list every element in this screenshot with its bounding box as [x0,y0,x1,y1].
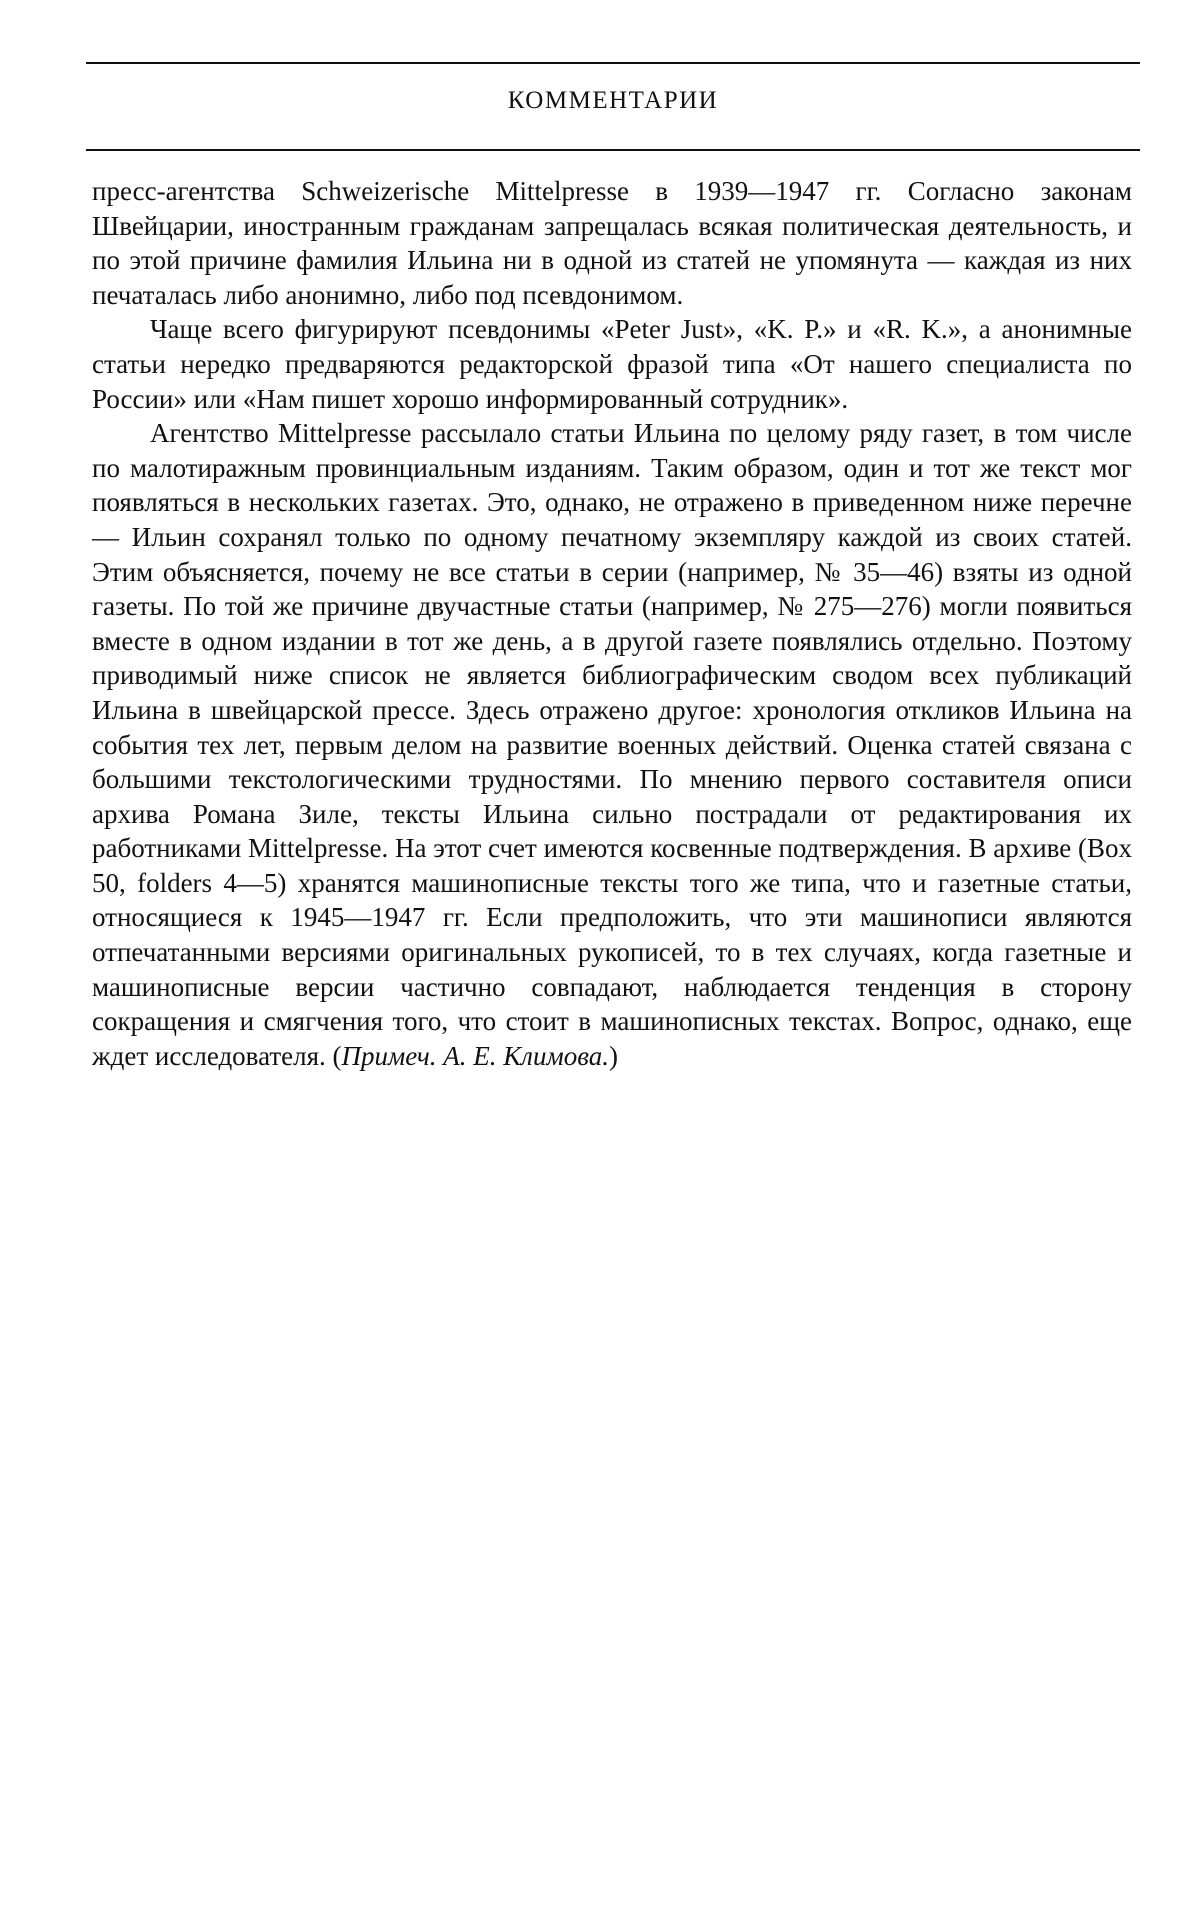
running-head: КОММЕНТАРИИ [507,87,719,114]
paragraph-3 [92,416,1132,1073]
body-text [92,174,1132,1073]
paragraph-1: пресс-агентства Schweizerische Mittelpresse в 1939—1947 гг. Согласно законам Швейцарии, иностранным гражданам запрещалась всякая политическая деятельность, и по этой причине фамилия Ильина ни в одной из статей не упомянута — каждая из них печаталась либо анонимно, либо под псевдонимом. [92,176,1132,310]
paragraph-2: Чаще всего фигурируют псевдонимы «Peter Just», «K. P.» и «R. K.», а анонимные статьи нередко предваряются редакторской фразой типа «От нашего специалиста по России» или «Нам пишет хорошо информированный сотрудник». [92,314,1132,414]
header-top-rule [86,62,1140,64]
editor-note-close: ) [608,1040,618,1071]
paragraph-3-text: Агентство Mittelpresse рассылало статьи Ильина по целому ряду газет, в том числе по малотиражным провинциальным изданиям. Таким образом, один и тот же текст мог появляться в нескольких газетах. Это, однако, не отражено в приведенном ниже перечне — Ильин сохранял только по одному печатному экземпляру каждой из своих статей. Этим объясняется, почему не все статьи в серии (например, № 35—46) взяты из одной газеты. По той же причине двучастные статьи (например, № 275—276) могли появиться вместе в одном издании в тот же день, а в другой газете появлялись отдельно. Поэтому приводимый ниже список не является библиографическим сводом всех публикаций Ильина в швейцарской прессе. Здесь отражено другое: хронология откликов Ильина на события тех лет, первым делом на развитие военных действий. Оценка статей связана с большими текстологическими трудностями. По мнению первого составителя описи архива Романа Зиле, тексты Ильина сильно пострадали от редактирования их работниками Mittelpresse. На этот счет имеются косвенные подтверждения. В архиве (Box 50, folders 4—5) хранятся машинописные тексты того же типа, что и газетные статьи, относящиеся к 1945—1947 гг. Если предположить, что эти машинописи являются отпечатанными версиями оригинальных рукописей, то в тех случаях, когда газетные и машинописные версии частично совпадают, наблюдается тенденция в сторону сокращения и смягчения того, что стоит в машинописных текстах. Вопрос, однако, еще ждет исследователя. ( [92,418,1132,1071]
editor-note: Примеч. А. Е. Климова. [341,1040,609,1071]
header-bottom-rule [86,149,1140,151]
